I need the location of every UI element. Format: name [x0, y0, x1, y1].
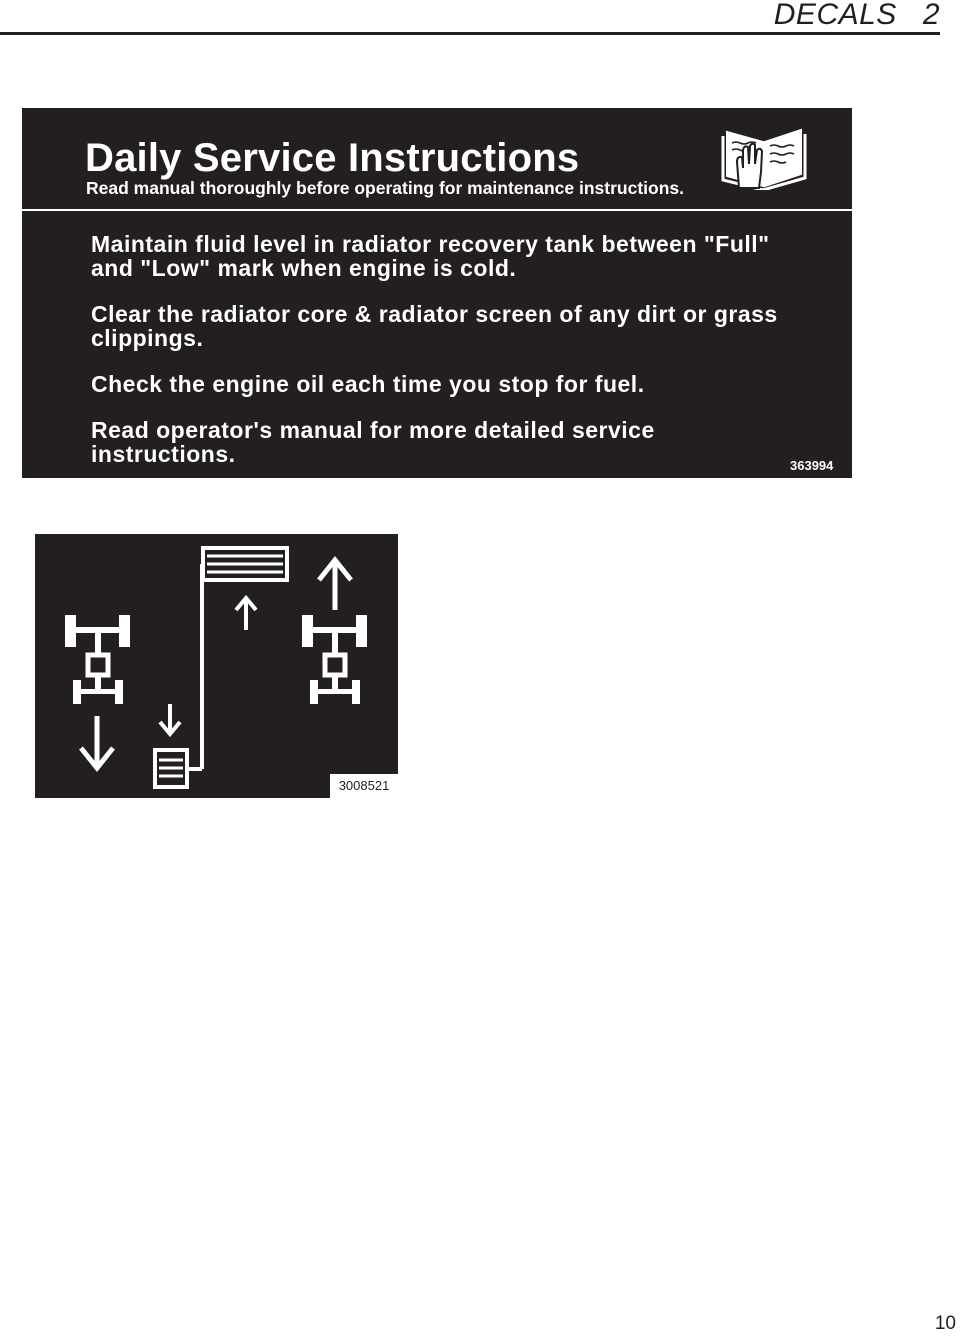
decal-subtitle: Read manual thoroughly before operating for maintenance instructions. — [86, 178, 684, 198]
page-number: 10 — [934, 1313, 956, 1334]
daily-service-decal — [22, 108, 852, 478]
high-speed-bar-icon — [203, 548, 287, 580]
chapter-number: 2 — [922, 0, 940, 31]
reverse-arrow-icon — [81, 716, 113, 768]
transmission-decal — [35, 534, 398, 798]
part-number: 363994 — [790, 458, 834, 473]
tractor-forward-icon — [302, 615, 367, 704]
instruction-list — [91, 232, 791, 488]
read-manual-icon — [719, 116, 809, 190]
part-number: 3008521 — [330, 774, 398, 798]
header-rule — [0, 32, 940, 35]
instruction-item: Clear the radiator core & radiator screen of any dirt or grass clippings. — [91, 301, 778, 351]
section-title: DECALS — [773, 0, 897, 31]
low-speed-bar-icon — [155, 564, 203, 787]
page-header — [774, 0, 940, 30]
tractor-reverse-icon — [65, 615, 130, 704]
forward-arrow-icon — [319, 560, 351, 610]
instruction-item: Check the engine oil each time you stop for fuel. — [91, 371, 645, 397]
instruction-item: Maintain fluid level in radiator recovery tank between "Full" and "Low" mark when engine is cold. — [91, 231, 770, 281]
decal-title: Daily Service Instructions — [85, 136, 580, 180]
decal-divider — [22, 209, 852, 211]
instruction-item: Read operator's manual for more detailed service instructions. — [91, 417, 655, 467]
